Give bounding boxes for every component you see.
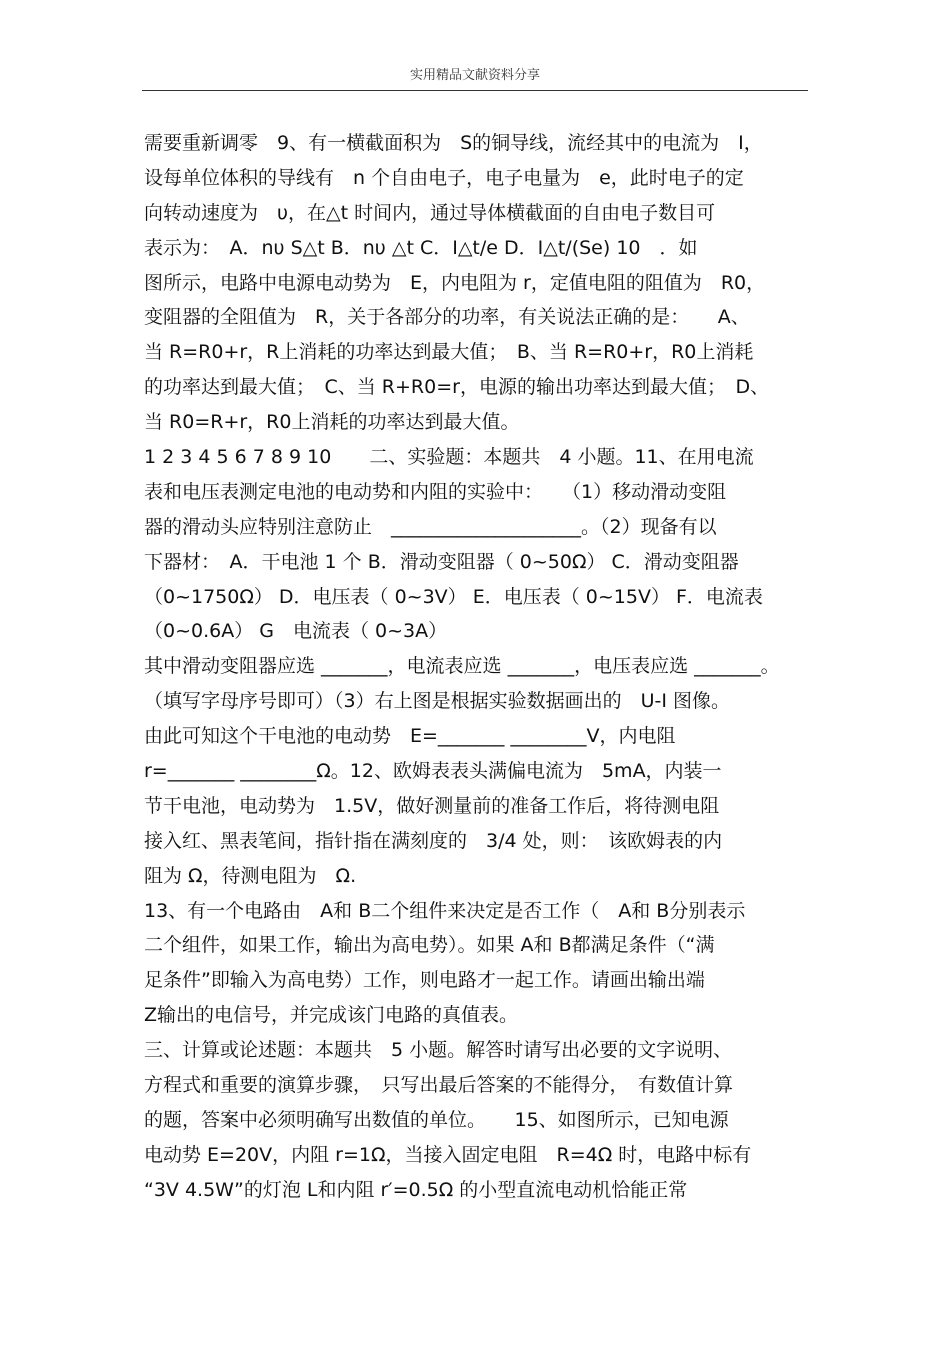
- text-line: 图所示，电路中电源电动势为 E，内电阻为 r，定值电阻的阻值为 R0，: [144, 271, 766, 294]
- text-line: 的功率达到最大值； C、当 R+R0=r，电源的输出功率达到最大值； D、: [144, 376, 770, 399]
- text-line: 由此可知这个干电池的电动势 E=_______ ________V，内电阻: [144, 725, 676, 748]
- text-line: 设每单位体积的导线有 n 个自由电子，电子电量为 e，此时电子的定: [144, 166, 744, 189]
- text-line: “3V 4.5W”的灯泡 L和内阻 r′=0.5Ω 的小型直流电动机恰能正常: [144, 1178, 688, 1201]
- text-line: 三、计算或论述题：本题共 5 小题。解答时请写出必要的文字说明、: [144, 1039, 733, 1062]
- text-line: 下器材： A．干电池 1 个 B．滑动变阻器（ 0~50Ω） C．滑动变阻器: [144, 550, 739, 573]
- text-line: 二个组件，如果工作，输出为高电势）。如果 A和 B都满足条件（“满: [144, 934, 715, 957]
- text-line: 其中滑动变阻器应选 _______，电流表应选 _______，电压表应选 _______。: [144, 655, 780, 678]
- text-line: 13、有一个电路由 A和 B二个组件来决定是否工作（ A和 B分别表示: [144, 899, 746, 922]
- text-line: 1 2 3 4 5 6 7 8 9 10 二、实验题：本题共 4 小题。11、在用电流: [144, 446, 754, 469]
- text-line: 需要重新调零 9、有一横截面积为 S的铜导线，流经其中的电流为 I，: [144, 132, 763, 154]
- text-line: 表和电压表测定电池的电动势和内阻的实验中： （1）移动滑动变阻: [144, 480, 727, 503]
- document-body: [144, 126, 810, 1208]
- header-rule: [142, 90, 808, 91]
- text-line: Z输出的电信号，并完成该门电路的真值表。: [144, 1004, 519, 1027]
- text-line: （0~0.6A） G 电流表（ 0~3A）: [144, 620, 448, 643]
- text-line: 的题，答案中必须明确写出数值的单位。 15、如图所示，已知电源: [144, 1108, 729, 1131]
- text-line: 器的滑动头应特别注意防止 ____________________。（2）现备有以: [144, 515, 717, 538]
- text-line: （0~1750Ω） D．电压表（ 0~3V） E．电压表（ 0~15V） F．电流表: [144, 585, 763, 608]
- text-line: 阻为 Ω，待测电阻为 Ω.: [144, 864, 357, 887]
- text-line: 方程式和重要的演算步骤， 只写出最后答案的不能得分， 有数值计算: [144, 1074, 734, 1097]
- text-line: 当 R0=R+r，R0上消耗的功率达到最大值。: [144, 411, 520, 434]
- text-line: 当 R=R0+r，R上消耗的功率达到最大值； B、当 R=R0+r，R0上消耗: [144, 341, 754, 364]
- text-line: （填写字母序号即可）（3）右上图是根据实验数据画出的 U-I 图像。: [144, 690, 730, 713]
- page-header: 实用精品文献资料分享: [409, 68, 540, 83]
- text-line: r=_______ ________Ω。12、欧姆表表头满偏电流为 5mA，内装一: [144, 760, 722, 783]
- text-line: 电动势 E=20V，内阻 r=1Ω，当接入固定电阻 R=4Ω 时，电路中标有: [144, 1143, 752, 1166]
- text-line: 足条件”即输入为高电势）工作，则电路才一起工作。请画出输出端: [144, 969, 705, 992]
- text-line: 变阻器的全阻值为 R，关于各部分的功率，有关说法正确的是： A、: [144, 306, 750, 329]
- text-line: 节干电池，电动势为 1.5V，做好测量前的准备工作后，将待测电阻: [144, 794, 720, 817]
- text-line: 表示为： A．nυ S△t B．nυ △t C．I△t/e D．I△t/(Se) 10 ．如: [144, 236, 698, 259]
- text-line: 向转动速度为 υ，在△t 时间内，通过导体横截面的自由电子数目可: [144, 201, 716, 224]
- text-line: 接入红、黑表笔间，指针指在满刻度的 3/4 处，则： 该欧姆表的内: [144, 829, 723, 852]
